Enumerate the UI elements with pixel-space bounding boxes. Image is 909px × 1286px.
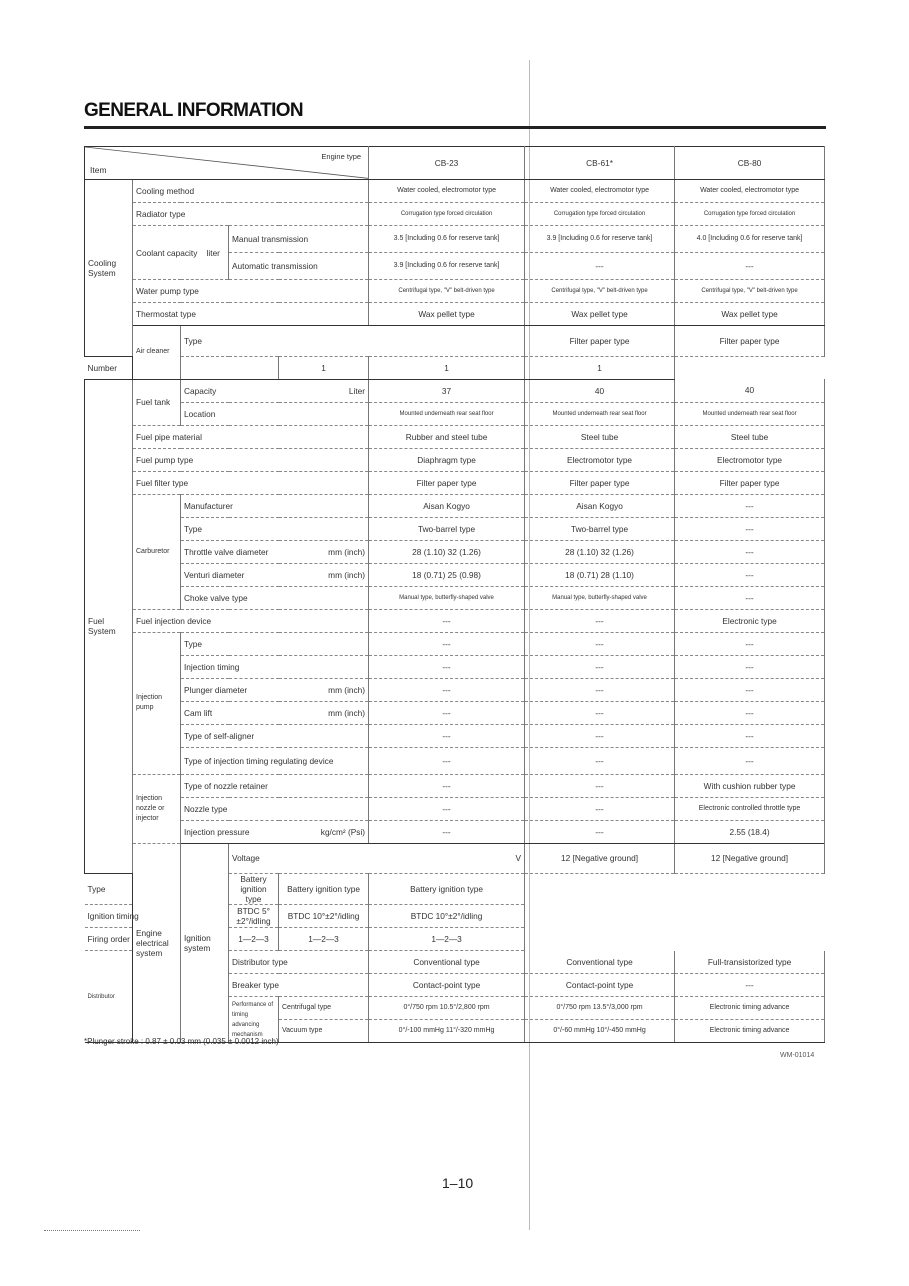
cell: --- [525,655,675,678]
fuel-pipe-label: Fuel pipe material [133,425,369,448]
cell: Water cooled, electromotor type [369,180,525,203]
cell: --- [525,253,675,280]
document-code: WM-01014 [780,1052,815,1059]
cell: Filter paper type [675,471,825,494]
cell: Filter paper type [525,326,675,357]
cell: Two-barrel type [525,517,675,540]
cell: 28 (1.10) 32 (1.26) [525,540,675,563]
cell: --- [525,678,675,701]
cell: --- [675,494,825,517]
cell: 40 [675,379,825,402]
cell: 4.0 [Including 0.6 for reserve tank] [675,226,825,253]
cell: Electronic type [675,609,825,632]
cell: --- [675,253,825,280]
cell: --- [369,655,525,678]
cell: --- [675,517,825,540]
cell: 40 [525,379,675,402]
timing-regulating-label: Type of injection timing regulating device [181,747,369,774]
cell: --- [369,797,525,820]
cell: 1—2—3 [369,928,525,951]
self-aligner-label: Type of self-aligner [181,724,369,747]
cell: Filter paper type [675,326,825,357]
title-rule [84,126,826,129]
choke-label: Choke valve type [181,586,369,609]
cell: Steel tube [675,425,825,448]
thermostat-label: Thermostat type [133,303,369,326]
carb-type-label: Type [181,517,369,540]
engine-electrical-label: Engine electrical system [133,843,181,1043]
engine-type-header: Engine type [321,152,362,161]
breaker-type-label: Breaker type [229,974,369,997]
scan-artifact-line [44,1230,140,1231]
cell: --- [675,655,825,678]
cell: --- [675,724,825,747]
cb61-header: CB-61* [525,147,675,180]
footnote: *Plunger stroke : 0.87 ± 0.03 mm (0.035 ± 0.0012 inch) [84,1037,279,1046]
cell: --- [525,747,675,774]
cell: Water cooled, electromotor type [525,180,675,203]
cell: --- [675,632,825,655]
cell: 12 [Negative ground] [675,843,825,874]
cell: 3.9 [Including 0.6 for reserve tank] [525,226,675,253]
advancing-mechanism-label: Performance of timing advancing mechanism [229,997,279,1043]
cell: 12 [Negative ground] [525,843,675,874]
venturi-label: Venturi diameter mm (inch) [181,563,369,586]
cell: --- [369,632,525,655]
cell: 0°/-100 mmHg 11°/-320 mmHg [369,1020,525,1043]
cell: Electromotor type [675,448,825,471]
fuel-tank-label: Fuel tank [133,379,181,425]
cell: --- [369,678,525,701]
page-title: GENERAL INFORMATION [84,100,304,121]
cell: --- [675,701,825,724]
page-number: 1–10 [442,1175,474,1191]
cell: Filter paper type [369,471,525,494]
cell: Centrifugal type, "V" belt-driven type [369,280,525,303]
distributor-label: Distributor [85,951,133,1043]
cell: Electronic timing advance [675,997,825,1020]
cell: 2.55 (18.4) [675,820,825,843]
cell: --- [369,747,525,774]
air-type-label: Type [181,326,525,357]
manual-transmission-label: Manual transmission [229,226,369,253]
injection-nozzle-label: Injection nozzle or injector [133,774,181,843]
cell: Full-transistorized type [675,951,825,974]
cell: Mounted underneath rear seat floor [675,402,825,425]
cell: --- [369,609,525,632]
specification-table [84,146,825,1043]
fuel-pump-label: Fuel pump type [133,448,369,471]
cell: Aisan Kogyo [525,494,675,517]
cell: BTDC 5°±2°/idling [229,905,279,928]
cell: Mounted underneath rear seat floor [369,402,525,425]
water-pump-label: Water pump type [133,280,369,303]
nozzle-retainer-label: Type of nozzle retainer [181,774,369,797]
pump-type-label: Type [181,632,369,655]
cell: Wax pellet type [675,303,825,326]
cell: 18 (0.71) 28 (1.10) [525,563,675,586]
cell: 37 [369,379,525,402]
cell: Water cooled, electromotor type [675,180,825,203]
cell: Two-barrel type [369,517,525,540]
fuel-system-label: Fuel System [85,379,133,874]
injection-pump-label: Injection pump [133,632,181,774]
cell: 1 [369,356,525,379]
cell: --- [525,701,675,724]
cell: Manual type, butterfly-shaped valve [369,586,525,609]
cell: 1—2—3 [229,928,279,951]
cell: Wax pellet type [525,303,675,326]
item-header: Item [90,165,107,175]
coolant-capacity-label: Coolant capacity liter [133,226,229,280]
cell: --- [525,609,675,632]
carb-manufacturer-label: Manufacturer [181,494,369,517]
cell: 3.5 [Including 0.6 for reserve tank] [369,226,525,253]
fuel-injection-label: Fuel injection device [133,609,369,632]
radiator-label: Radiator type [133,203,369,226]
tank-capacity-label: Capacity Liter [181,379,369,402]
cell: With cushion rubber type [675,774,825,797]
cell: Manual type, butterfly-shaped valve [525,586,675,609]
cell: 1 [525,356,675,379]
nozzle-type-label: Nozzle type [181,797,369,820]
cell: Electronic timing advance [675,1020,825,1043]
cell: --- [369,820,525,843]
cell: --- [675,747,825,774]
cell: Contact-point type [369,974,525,997]
cell: Centrifugal type, "V" belt-driven type [525,280,675,303]
cell: Electronic controlled throttle type [675,797,825,820]
cell: Diaphragm type [369,448,525,471]
injection-pressure-label: Injection pressure kg/cm² (Psi) [181,820,369,843]
cell: Rubber and steel tube [369,425,525,448]
cell: --- [675,586,825,609]
cooling-system-label: Cooling System [85,180,133,357]
cell: Corrugation type forced circulation [525,203,675,226]
centrifugal-type-label: Centrifugal type [279,997,369,1020]
cell: Battery ignition type [369,874,525,905]
firing-order-label: Firing order [85,928,229,951]
cb80-header: CB-80 [675,147,825,180]
cell: Battery ignition type [279,874,369,905]
fuel-filter-label: Fuel filter type [133,471,369,494]
cell: Battery ignition type [229,874,279,905]
cell: --- [525,632,675,655]
cell: 1—2—3 [279,928,369,951]
cell: Steel tube [525,425,675,448]
ignition-system-label: Ignition system [181,843,229,1043]
cell: --- [675,563,825,586]
cell: BTDC 10°±2°/idling [279,905,369,928]
cell: --- [525,797,675,820]
cell: --- [675,540,825,563]
cell: 0°/750 rpm 10.5°/2,800 rpm [369,997,525,1020]
cell: Filter paper type [525,471,675,494]
cell: --- [675,678,825,701]
cell: 0°/-60 mmHg 10°/-450 mmHg [525,1020,675,1043]
cell: Contact-point type [525,974,675,997]
cell: --- [369,701,525,724]
cell: --- [525,724,675,747]
air-number-label: Number [85,356,279,379]
tank-location-label: Location [181,402,369,425]
cell: 3.9 [Including 0.6 for reserve tank] [369,253,525,280]
cell: Centrifugal type, "V" belt-driven type [675,280,825,303]
voltage-label: Voltage V [229,843,525,874]
cam-lift-label: Cam lift mm (inch) [181,701,369,724]
cell: --- [369,774,525,797]
cell: Mounted underneath rear seat floor [525,402,675,425]
distributor-type-label: Distributor type [229,951,369,974]
throttle-label: Throttle valve diameter mm (inch) [181,540,369,563]
cell: --- [525,820,675,843]
header-row [85,147,825,180]
carburetor-label: Carburetor [133,494,181,609]
injection-timing-label: Injection timing [181,655,369,678]
cell: Electromotor type [525,448,675,471]
ignition-timing-label: Ignition timing [85,905,229,928]
automatic-transmission-label: Automatic transmission [229,253,369,280]
cell: Conventional type [369,951,525,974]
vacuum-type-label: Vacuum type [279,1020,369,1043]
cell: 1 [279,356,369,379]
cell: Wax pellet type [369,303,525,326]
air-cleaner-label: Air cleaner [133,326,181,380]
cell: 28 (1.10) 32 (1.26) [369,540,525,563]
cell: --- [525,774,675,797]
cell: --- [369,724,525,747]
cell: Conventional type [525,951,675,974]
cell: Corrugation type forced circulation [369,203,525,226]
cooling-method-label: Cooling method [133,180,369,203]
cell: 18 (0.71) 25 (0.98) [369,563,525,586]
cell: BTDC 10°±2°/idling [369,905,525,928]
cell: Corrugation type forced circulation [675,203,825,226]
ignition-type-label: Type [85,874,229,905]
cell: Aisan Kogyo [369,494,525,517]
cb23-header: CB-23 [369,147,525,180]
plunger-label: Plunger diameter mm (inch) [181,678,369,701]
cell: 0°/750 rpm 13.5°/3,000 rpm [525,997,675,1020]
cell: --- [675,974,825,997]
